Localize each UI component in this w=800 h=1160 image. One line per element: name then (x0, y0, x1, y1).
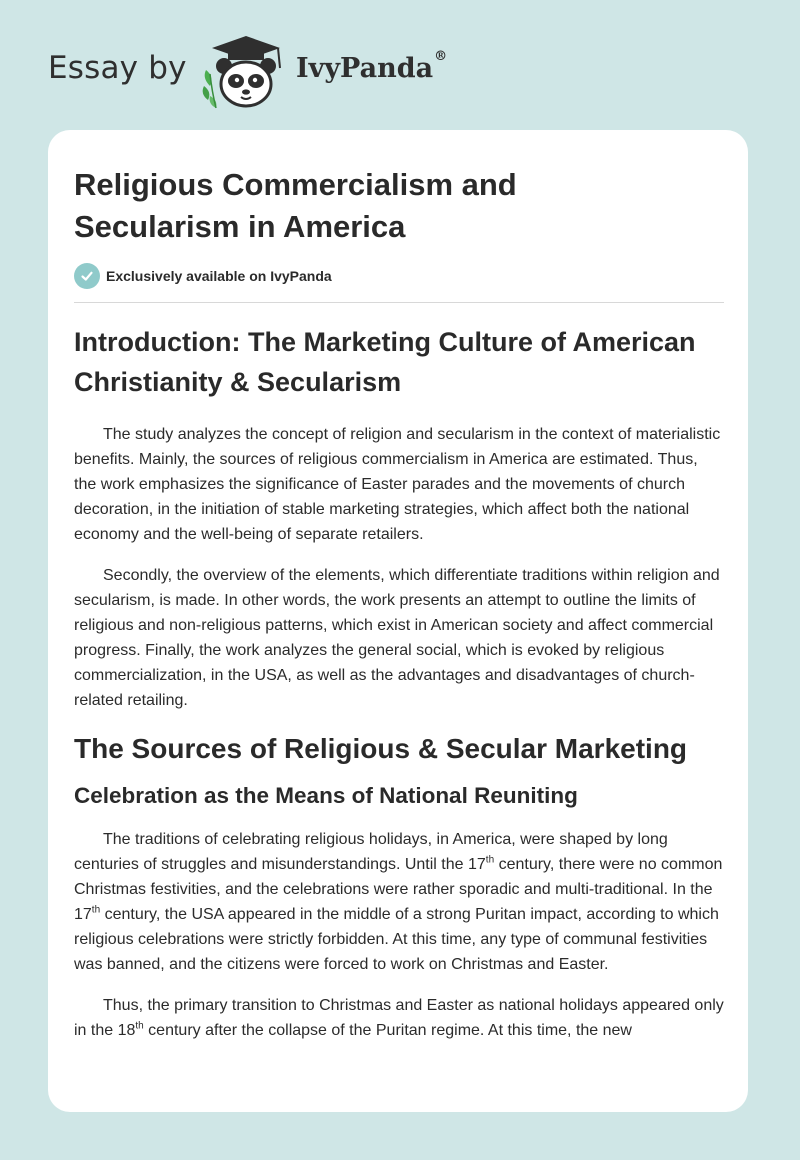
ivypanda-logo-icon[interactable] (198, 34, 294, 110)
check-icon (74, 263, 100, 289)
essay-title: Religious Commercialism and Secularism in America (74, 167, 517, 244)
site-header (0, 0, 800, 130)
ordinal-suffix: th (485, 854, 495, 866)
title-divider (74, 302, 724, 303)
essay-content (74, 322, 724, 1059)
section-heading-introduction: Introduction: The Marketing Culture of American Christianity & Secularism (74, 327, 696, 397)
exclusive-badge (74, 262, 332, 290)
exclusive-badge-text: Exclusively available on IvyPanda (106, 268, 332, 284)
brand-name[interactable] (296, 49, 448, 84)
paragraph-celebration-2 (74, 993, 724, 1043)
text-run: century after the collapse of the Puritan regime. At this time, the new (143, 1022, 632, 1039)
ordinal-suffix: th (91, 904, 101, 916)
paragraph-celebration-1 (74, 827, 724, 977)
paragraph-intro-2: Secondly, the overview of the elements, which differentiate traditions within religion and secularism, is made. In other words, the work presents an attempt to outline the limits of religious and non-religious patterns, which exist in American society and affect commercial progress. Finally, the work analyzes the general social, which is evoked by religious commercialization, in the USA, as well as the advantages and disadvantages of church-related retailing. (74, 567, 720, 709)
essay-card (48, 130, 748, 1112)
brand-name-text: IvyPanda (296, 53, 434, 84)
ordinal-suffix: th (135, 1020, 144, 1032)
brand-prefix: Essay by (48, 50, 187, 86)
section-heading-sources: The Sources of Religious & Secular Marketing (74, 733, 688, 764)
text-run: Thus, the primary transition to Christmas and Easter as national holidays appeared only in the 18 (74, 997, 724, 1039)
text-run: century, the USA appeared in the middle of a strong Puritan impact, according to which religious celebrations were strictly forbidden. At this time, any type of communal festivities was banned, and the citizens were forced to work on Christmas and Easter. (74, 906, 719, 973)
paragraph-intro-1: The study analyzes the concept of religion and secularism in the context of materialistic benefits. Mainly, the sources of religious commercialism in America are estimated. Thus, the work emphasizes the significance of Easter parades and the movements of church decoration, in the initiation of stable marketing strategies, which affect both the national economy and the well-being of separate retailers. (74, 426, 721, 543)
subsection-heading-celebration: Celebration as the Means of National Reuniting (74, 783, 578, 808)
text-run: century, there were no common Christmas festivities, and the celebrations were rather sporadic and multi-traditional. In the 17 (74, 856, 723, 923)
registered-mark: ® (434, 49, 448, 64)
text-run: The traditions of celebrating religious holidays, in America, were shaped by long centuries of struggles and misunderstandings. Until the 17 (74, 831, 668, 873)
